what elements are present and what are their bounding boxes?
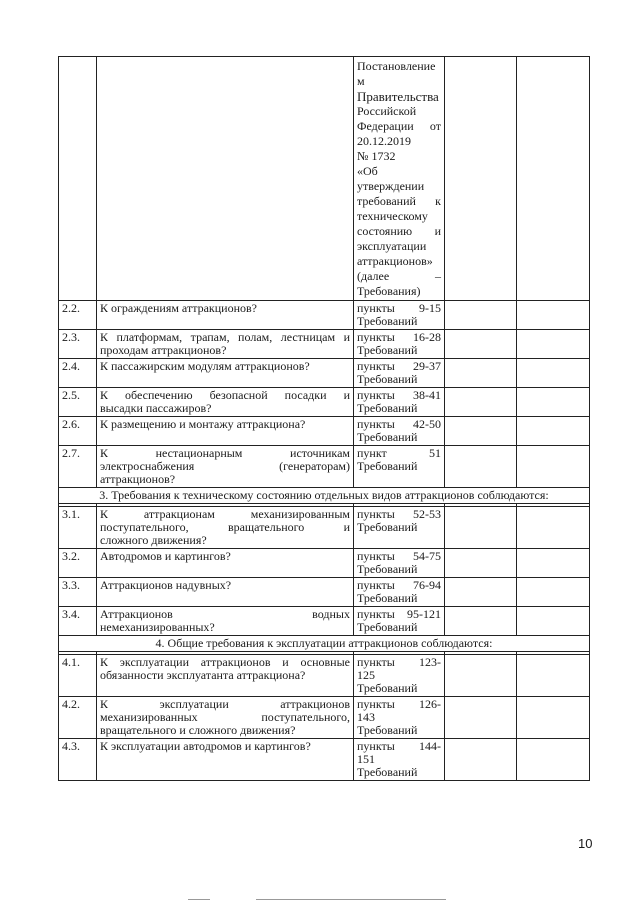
question-cell — [97, 388, 354, 417]
question-line: проходам аттракционов? — [100, 343, 227, 357]
question-cell — [97, 57, 354, 301]
question-cell — [97, 359, 354, 388]
reference-line: Требований — [357, 459, 418, 473]
note-cell — [517, 578, 590, 607]
question-line: К эксплуатации аттракционов — [100, 697, 350, 711]
reference-line: пункты 144- — [357, 739, 441, 753]
section-title: 4. Общие требования к эксплуатации аттракционов соблюдаются: — [59, 636, 590, 652]
reference-cell — [354, 388, 445, 417]
reference-line: 20.12.2019 — [357, 134, 411, 148]
item-number: 2.5. — [59, 388, 97, 417]
reference-line: Требований — [357, 562, 418, 576]
reference-line: пункты 38-41 — [357, 388, 441, 402]
table-row — [59, 388, 590, 417]
reference-line: аттракционов» — [357, 254, 433, 268]
question-line: К эксплуатации автодромов и картингов? — [100, 739, 311, 753]
table-row — [59, 330, 590, 359]
question-cell — [97, 301, 354, 330]
section-title: 3. Требования к техническому состоянию отдельных видов аттракционов соблюдаются: — [59, 488, 590, 504]
reference-line: 125 — [357, 668, 375, 682]
question-line: электроснабжения (генераторам) — [100, 459, 350, 473]
reference-line: пункты 54-75 — [357, 549, 441, 563]
reference-line: (далее – — [357, 269, 441, 283]
item-number: 4.3. — [59, 739, 97, 781]
reference-cell — [354, 57, 445, 301]
table-row — [59, 359, 590, 388]
reference-line: № 1732 — [357, 149, 396, 163]
question-cell — [97, 697, 354, 739]
item-number: 2.3. — [59, 330, 97, 359]
reference-line: Требований — [357, 620, 418, 634]
note-cell — [517, 301, 590, 330]
note-cell — [517, 507, 590, 549]
reference-line: Требований — [357, 765, 418, 779]
answer-cell — [445, 446, 517, 488]
page-number: 10 — [578, 836, 593, 851]
reference-line: Правительства — [357, 89, 439, 104]
section-header-row — [59, 636, 590, 652]
reference-line: Требований — [357, 430, 418, 444]
reference-line: 151 — [357, 752, 375, 766]
question-cell — [97, 739, 354, 781]
reference-line: пункт 51 — [357, 446, 441, 460]
table-row — [59, 578, 590, 607]
reference-line: пункты 29-37 — [357, 359, 441, 373]
answer-cell — [445, 417, 517, 446]
reference-line: «Об — [357, 164, 378, 178]
item-number: 4.1. — [59, 655, 97, 697]
answer-cell — [445, 697, 517, 739]
reference-cell — [354, 549, 445, 578]
answer-cell — [445, 578, 517, 607]
footer-rule — [256, 899, 446, 900]
item-number: 3.1. — [59, 507, 97, 549]
reference-cell — [354, 446, 445, 488]
question-line: К платформам, трапам, полам, лестницам и — [100, 330, 350, 344]
item-number: 2.7. — [59, 446, 97, 488]
reference-cell — [354, 697, 445, 739]
question-line: К пассажирским модулям аттракционов? — [100, 359, 310, 373]
question-cell — [97, 607, 354, 636]
question-cell — [97, 417, 354, 446]
item-number: 3.2. — [59, 549, 97, 578]
reference-line: Требований — [357, 681, 418, 695]
answer-cell — [445, 330, 517, 359]
note-cell — [517, 388, 590, 417]
answer-cell — [445, 388, 517, 417]
reference-line: Требований — [357, 401, 418, 415]
question-line: механизированных поступательного, — [100, 710, 350, 724]
note-cell — [517, 417, 590, 446]
footer-rule — [188, 899, 210, 900]
reference-line: техническому — [357, 209, 428, 223]
table-row — [59, 417, 590, 446]
question-line: К размещению и монтажу аттракциона? — [100, 417, 306, 431]
reference-line: требований к — [357, 194, 441, 208]
reference-line: пункты 52-53 — [357, 507, 441, 521]
reference-line: Требований — [357, 591, 418, 605]
checklist-body — [59, 57, 590, 781]
reference-line: Требований — [357, 343, 418, 357]
table-row — [59, 739, 590, 781]
note-cell — [517, 607, 590, 636]
question-line: аттракционов? — [100, 472, 176, 486]
question-line: К ограждениям аттракционов? — [100, 301, 257, 315]
note-cell — [517, 446, 590, 488]
reference-line: Требования) — [357, 284, 421, 298]
reference-line: Российской — [357, 104, 417, 118]
question-cell — [97, 330, 354, 359]
answer-cell — [445, 739, 517, 781]
item-number: 2.6. — [59, 417, 97, 446]
item-number: 3.4. — [59, 607, 97, 636]
question-line: высадки пассажиров? — [100, 401, 212, 415]
reference-line: эксплуатации — [357, 239, 427, 253]
answer-cell — [445, 301, 517, 330]
table-row — [59, 507, 590, 549]
reference-cell — [354, 607, 445, 636]
checklist-table — [58, 56, 590, 781]
reference-line: Требований — [357, 314, 418, 328]
reference-line: пункты 42-50 — [357, 417, 441, 431]
reference-cell — [354, 417, 445, 446]
reference-cell — [354, 507, 445, 549]
table-row — [59, 549, 590, 578]
question-cell — [97, 549, 354, 578]
table-row-header-reference — [59, 57, 590, 301]
reference-line: м — [357, 74, 365, 88]
note-cell — [517, 330, 590, 359]
reference-cell — [354, 739, 445, 781]
question-cell — [97, 655, 354, 697]
question-cell — [97, 507, 354, 549]
table-row — [59, 697, 590, 739]
reference-cell — [354, 359, 445, 388]
question-line: поступательного, вращательного и — [100, 520, 350, 534]
section-header-row — [59, 488, 590, 504]
reference-line: пункты 9-15 — [357, 301, 441, 315]
answer-cell — [445, 507, 517, 549]
question-line: К эксплуатации аттракционов и основные — [100, 655, 350, 669]
reference-line: Постановление — [357, 59, 436, 73]
reference-line: пункты 16-28 — [357, 330, 441, 344]
reference-cell — [354, 655, 445, 697]
question-line: Аттракционов надувных? — [100, 578, 232, 592]
reference-line: Федерации от — [357, 119, 441, 133]
answer-cell — [445, 359, 517, 388]
reference-line: состоянию и — [357, 224, 441, 238]
table-row — [59, 655, 590, 697]
reference-line: пункты 95-121 — [357, 607, 441, 621]
table-row — [59, 446, 590, 488]
answer-cell — [445, 549, 517, 578]
question-line: Аттракционов водных — [100, 607, 350, 621]
reference-line: пункты 76-94 — [357, 578, 441, 592]
item-number: 3.3. — [59, 578, 97, 607]
question-line: немеханизированных? — [100, 620, 215, 634]
reference-cell — [354, 578, 445, 607]
question-line: К нестационарным источникам — [100, 446, 350, 460]
note-cell — [517, 549, 590, 578]
table-row — [59, 301, 590, 330]
question-line: Автодромов и картингов? — [100, 549, 231, 563]
answer-cell — [445, 57, 517, 301]
question-line: К обеспечению безопасной посадки и — [100, 388, 350, 402]
question-cell — [97, 578, 354, 607]
reference-line: утверждении — [357, 179, 425, 193]
reference-line: Требований — [357, 372, 418, 386]
reference-line: 143 — [357, 710, 375, 724]
question-line: сложного движения? — [100, 533, 207, 547]
item-number: 4.2. — [59, 697, 97, 739]
reference-line: пункты 123- — [357, 655, 441, 669]
question-line: обязанности эксплуатанта аттракциона? — [100, 668, 306, 682]
note-cell — [517, 57, 590, 301]
reference-line: Требований — [357, 520, 418, 534]
note-cell — [517, 739, 590, 781]
note-cell — [517, 697, 590, 739]
note-cell — [517, 359, 590, 388]
question-cell — [97, 446, 354, 488]
reference-line: пункты 126- — [357, 697, 441, 711]
answer-cell — [445, 655, 517, 697]
question-line: вращательного и сложного движения? — [100, 723, 296, 737]
reference-line: Требований — [357, 723, 418, 737]
reference-cell — [354, 330, 445, 359]
answer-cell — [445, 607, 517, 636]
note-cell — [517, 655, 590, 697]
reference-cell — [354, 301, 445, 330]
question-line: К аттракционам механизированным — [100, 507, 350, 521]
item-number: 2.2. — [59, 301, 97, 330]
item-number: 2.4. — [59, 359, 97, 388]
num-cell — [59, 57, 97, 301]
table-row — [59, 607, 590, 636]
